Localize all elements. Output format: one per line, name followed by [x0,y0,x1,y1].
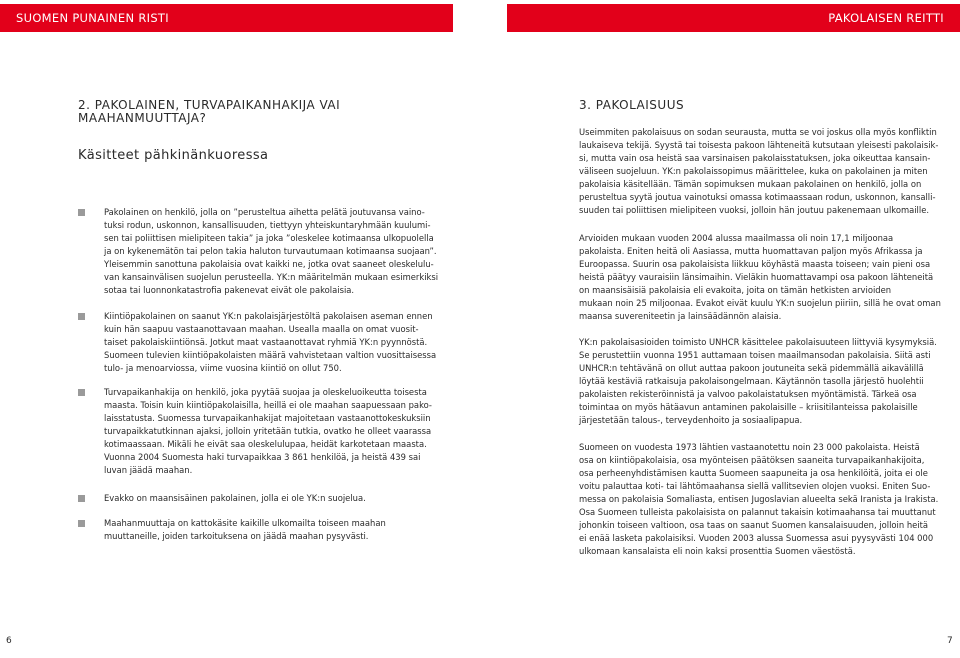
bullet-item [78,517,478,543]
bullet-text-pakolainen: Pakolainen on henkilö, jolla on ”perusteltua aihetta pelätä joutuvansa vaino- tuksi rodun, uskonnon, kansallisuuden, tiettyyn yhteiskuntaryhmään kuulumi- sen tai poliittisen mielipiteen takia” ja joka ”oleskelee kotimaansa ulkopuolella ja on kykenemätön tai pelon takia haluton turvautumaan kotimaansa suojaan”. Yleisemmin sanottuna pakolaisia ovat kaikki ne, jotka ovat saaneet oleskelulu- van kansainvälisen suojelun perusteella. YK:n määritelmän mukaan esimerkiksi sotaa tai luonnonkatastrofia pakenevat eivät ole pakolaisia. [104,207,439,295]
right-section-title: 3. PAKOLAISUUS [579,98,685,112]
bullet-square-icon [78,520,85,527]
bullet-text-turvapaikanhakija: Turvapaikanhakija on henkilö, joka pyytää suojaa ja oleskeluoikeutta toisesta maasta. Toisin kuin kiintiöpakolaisilla, heillä ei ole maahan saapuessaan pako- laisstatusta. Suomessa turvapaikanhakijat majoitetaan vastaanottokeskuksiin turvapaikkatutkinnan ajaksi, jolloin yritetään tutkia, ovatko he olleet vaarassa kotimaassaan. Mikäli he eivät saa oleskelulupaa, heidät karkotetaan maasta. Vuonna 2004 Suomesta haki turvapaikkaa 3 861 henkilöä, ja heistä 439 sai luvan jäädä maahan. [104,387,432,475]
paragraph-text: Useimmiten pakolaisuus on sodan seurausta, mutta se voi joskus olla myös konfliktin laukaiseva tekijä. Syystä tai toisesta pakoon lähteneitä kutsutaan yleisesti pakolaisik- si, mutta vain osa heistä saa varsinaisen pakolaisstatuksen, joka oikeuttaa kansain- väliseen suojeluun. YK:n pakolaissopimus määrittelee, kuka on pakolainen ja miten pakolaisia käsitellään. Tämän sopimuksen mukaan pakolainen on henkilö, jolla on perusteltua syytä joutua vainotuksi omassa kotimaassaan rodun, uskonnon, kansalli- suuden tai poliittisen mielipiteen vuoksi, jolloin hän joutuu pakenemaan ulkomaille. [579,127,939,215]
page-number-left: 6 [6,636,12,646]
bullet-square-icon [78,313,85,320]
paragraph [579,126,959,217]
bullet-text-maahanmuuttaja: Maahanmuuttaja on kattokäsite kaikille ulkomailta toiseen maahan muuttaneille, joiden tarkoituksena on jäädä maahan pysyvästi. [104,518,386,541]
paragraph-text: Arvioiden mukaan vuoden 2004 alussa maailmassa oli noin 17,1 miljoonaa pakolaista. Eniten heitä oli Aasiassa, mutta huomattavan paljon myös Afrikassa ja Euroopassa. Suurin osa pakolaisista liikkuu köyhästä maasta toiseen; vain pieni osa heistä päätyy vauraisiin länsimaihin. Vieläkin huomattavampi osa pakoon lähteneitä on maansisäisiä pakolaisia eli evakoita, joita on tämän hetkisten arvioiden mukaan noin 25 miljoonaa. Evakot eivät kuulu YK:n suojelun piiriin, sillä he ovat oman maansa suvereniteetin ja lainsäädännön alaisia. [579,233,941,321]
bullet-square-icon [78,209,85,216]
left-subtitle: Käsitteet pähkinänkuoressa [78,148,269,163]
paragraph-text: Suomeen on vuodesta 1973 lähtien vastaanotettu noin 23 000 pakolaista. Heistä osa on kiintiöpakolaisia, osa myönteisen päätöksen saaneita turvapaikanhakijoita, osa perheenyhdistämisen kautta Suomeen saapuneita ja osa henkilöitä, joita ei ole voitu palauttaa koti- tai lähtömaahansa siellä vallitsevien olojen vuoksi. Eniten Suo- messa on pakolaisia Somaliasta, entisen Jugoslavian alueelta sekä Iranista ja Irakista. Osa Suomeen tulleista pakolaisista on palannut takaisin kotimaahansa tai muuttanut johonkin toiseen valtioon, osa taas on saanut Suomen kansalaisuuden, jolloin heitä ei enää lasketa pakolaisiksi. Vuoden 2003 alussa Suomessa asui pyysyvästi 104 000 ulkomaan kansalaista eli noin kaksi prosenttia Suomen väestöstä. [579,442,939,556]
paragraph [579,441,959,558]
bullet-square-icon [78,389,85,396]
left-section-title: 2. PAKOLAINEN, TURVAPAIKANHAKIJA VAI MAAHANMUUTTAJA? [78,98,341,125]
page-number-right: 7 [947,636,953,646]
bullet-item [78,386,478,477]
bullet-item [78,310,478,375]
header-band-right [507,4,960,32]
header-right-label: PAKOLAISEN REITTI [828,11,944,25]
header-band-left [0,4,453,32]
paragraph [579,232,959,323]
bullet-item [78,492,478,505]
bullet-text-kiintiopakolainen: Kiintiöpakolainen on saanut YK:n pakolaisjärjestöltä pakolaisen aseman ennen kuin hän saapuu vastaanottavaan maahan. Usealla maalla on omat vuosit- taiset pakolaiskiintiönsä. Jotkut maat vastaanottavat ryhmiä YK:n pyynnöstä. Suomeen tulevien kiintiöpakolaisten määrä vahvistetaan valtion vuosittaisessa tulo- ja menoarviossa, viime vuosina kiintiö on ollut 750. [104,311,437,373]
bullet-square-icon [78,495,85,502]
header-left-label: SUOMEN PUNAINEN RISTI [16,11,169,25]
paragraph [579,336,959,427]
paragraph-text: YK:n pakolaisasioiden toimisto UNHCR käsittelee pakolaisuuteen liittyviä kysymyksiä. Se perustettiin vuonna 1951 auttamaan toisen maailmansodan pakolaisia. Siitä asti UNHCR:n tehtävänä on ollut auttaa pakoon joutuneita sekä pidemmällä aikavälillä löytää kestäviä ratkaisuja pakolaisongelmaan. Käytännön tasolla järjestö huolehtii pakolaisten rekisteröinnistä ja valvoo pakolaistatuksen myöntämistä. Tärkeä osa toimintaa on myös hätäavun antaminen pakolaisille – kriisitilanteissa pakolaisille järjestetään talous-, terveydenhoito ja sosiaalipapua. [579,337,937,425]
bullet-item [78,206,478,297]
bullet-text-evakko: Evakko on maansisäinen pakolainen, jolla ei ole YK:n suojelua. [104,493,366,503]
